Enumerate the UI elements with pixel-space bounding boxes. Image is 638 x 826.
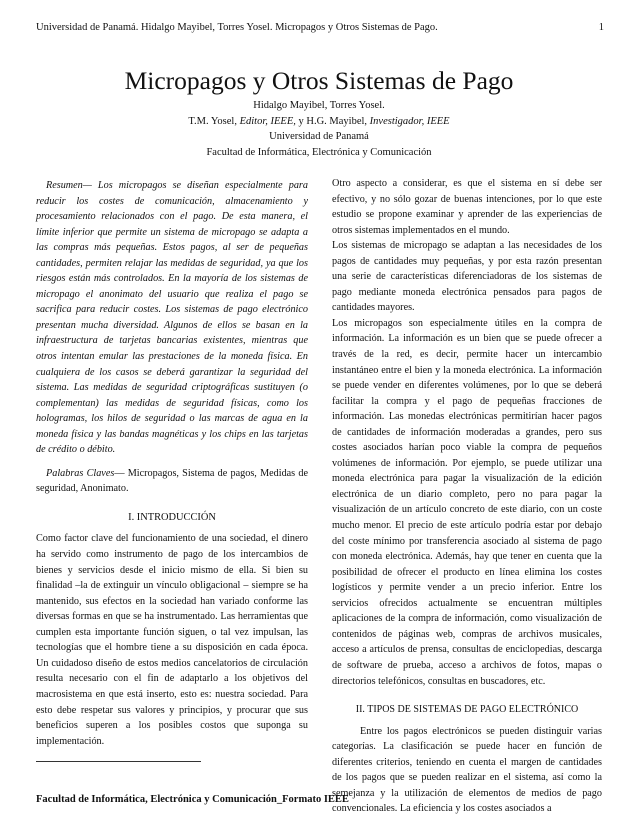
left-column xyxy=(36,178,308,762)
body-paragraph: Otro aspecto a considerar, es que el sistema en sí debe ser efectivo, y no sólo gozar de buenas intenciones, por lo que este estudio se propone examinar y aprender de las experiencias de otros sistemas implementados en el mundo. xyxy=(332,178,602,236)
running-title: Universidad de Panamá. Hidalgo Mayibel, Torres Yosel. Micropagos y Otros Sistemas de Pago. xyxy=(36,22,438,33)
running-header xyxy=(36,22,604,33)
section2-body: Entre los pagos electrónicos se pueden distinguir varias categorías. La clasificación se puede hacer en función de diferentes criterios, teniendo en cuenta el margen de cantidades de los pagos que se pueden realizar en el sistema, así como la semejanza y la utilización de elementos de medios de pago convencionales. La eficiencia y los costes asociados a xyxy=(332,725,602,815)
introduction-body: Como factor clave del funcionamiento de una sociedad, el dinero ha servido como instrumento de pago de los intercambios de bienes y servicios desde el inicio mismo de ella. Si bien su finalidad –la de extinguir un vínculo obligacional – siempre se ha mantenido, sus efectos en la sociedad han variado conforme las diversas formas en que se ha instrumentado. Las herramientas que cumplen esta importante función siguen, o tal vez impulsan, las tecnologías que el hombre tiene a su disposición en cada época. Un cuidadoso diseño de estos medios cancelatorios de circulación resulta necesario con el fin de adaptarlo a los objetivos del macrosistema en que está inserto, esto es: nuestra sociedad. Para esto debe respetar sus valores y principios, y procurar que sus beneficios superen a los posibles costos que suponga su implementación. xyxy=(36,533,308,747)
body-paragraph: Los micropagos son especialmente útiles en la compra de información. La información es un bien que se puede ofrecer a través de la red, es decir, permite hacer un intercambio instantáneo entre el bien y la moneda electrónica. La información se puede vender en diferentes volúmenes, por lo que se deberá facilitar la compra y el pago de pequeñas fracciones de información. Las monedas electrónicas permitirían hacer pagos de cantidades de información moderadas a grandes, pero sus costes asociados harían poco viable la compra de pequeños volúmenes de información. Por ejemplo, se puede utilizar una moneda electrónica para pagar la visualización de la edición electrónica de un diario completo, pero no para pagar la visualización de un artículo concreto de este diario, con un coste mucho menor. El precio de este artículo podría estar por debajo del coste mínimo por transferencia asociado al sistema de pago con moneda electrónica. Además, hay que tener en cuenta que la posibilidad de ofrecer el producto en línea elimina los costes logísticos y permite vender a un precio inferior. Entre los servicios ofrecidos actualmente se encuentran múltiples aplicaciones de la compra de información, como visualización de contenidos de páginas web, compras de archivos musicales, acceso a artículos de prensa, consultas de enciclopedias, descarga de software de prueba, acceso a archivos de fotos, mapas o directorios telefónicos, consultas en buscadores, etc. xyxy=(332,317,602,687)
author-roles xyxy=(0,114,638,130)
author-block xyxy=(0,98,638,160)
paper-title: Micropagos y Otros Sistemas de Pago xyxy=(124,66,514,95)
section-heading-introduccion: I. INTRODUCCIÓN xyxy=(128,511,216,523)
abstract: Resumen— Los micropagos se diseñan especialmente para reducir los costes de comunicación, almacenamiento y procesamiento relacionados con el pago. De esta manera, el límite inferior que permite un sistema de micropago se adapta a las compras más pequeñas. Estos pagos, al ser de pequeñas cantidades, permiten relajar las medidas de seguridad, ya que los riesgos están más controlados. En la mayoría de los sistemas de micropago el anonimato del usuario que realiza el pago se sacrifica para reducir costes. Los sistemas de pago electrónico presentan mucha diversidad. Algunos de ellos se basan en la infraestructura de tarjetas bancarias existentes, mientras que otros intentan emular las prestaciones de la moneda física. En cualquiera de los casos se deberá garantizar la seguridad del sistema. Las medidas de seguridad criptográficas sustituyen (o complementan) las medidas de seguridad físicas, como los hologramas, los hilos de seguridad o las marcas de agua en la moneda física y las bandas magnéticas y los chips en las tarjetas de crédito o débito. xyxy=(36,180,308,456)
author-role-investigator: Investigador, IEEE xyxy=(369,115,450,127)
section-heading-tipos: II. TIPOS DE SISTEMAS DE PAGO ELECTRÓNICO xyxy=(355,704,579,716)
author-role-text: y H.G. Mayibel, xyxy=(295,115,370,127)
keywords xyxy=(36,466,308,497)
author-names: Hidalgo Mayibel, Torres Yosel. xyxy=(253,100,385,111)
footnote-divider xyxy=(36,761,201,762)
right-column xyxy=(332,176,602,817)
author-university: Universidad de Panamá xyxy=(269,131,369,143)
author-faculty: Facultad de Informática, Electrónica y Comunicación xyxy=(206,146,432,158)
body-paragraph: Los sistemas de micropago se adaptan a las necesidades de los pagos de cantidades muy pequeñas, y por esta razón presentan una serie de características diferenciadoras de los sistemas de pago mediante moneda electrónica pensados para pagos de cantidades mayores. xyxy=(332,240,602,314)
keywords-label: Palabras Claves xyxy=(46,467,115,479)
keywords-text: — Micropagos, Sistema de pagos, Medidas de seguridad, Anonimato. xyxy=(36,467,308,495)
author-role-text: T.M. Yosel, xyxy=(188,115,240,127)
page-number: 1 xyxy=(598,22,604,33)
page-footer: Facultad de Informática, Electrónica y Comunicación_Formato IEEE xyxy=(36,794,349,805)
author-role-editor: Editor, IEEE, xyxy=(239,115,296,127)
